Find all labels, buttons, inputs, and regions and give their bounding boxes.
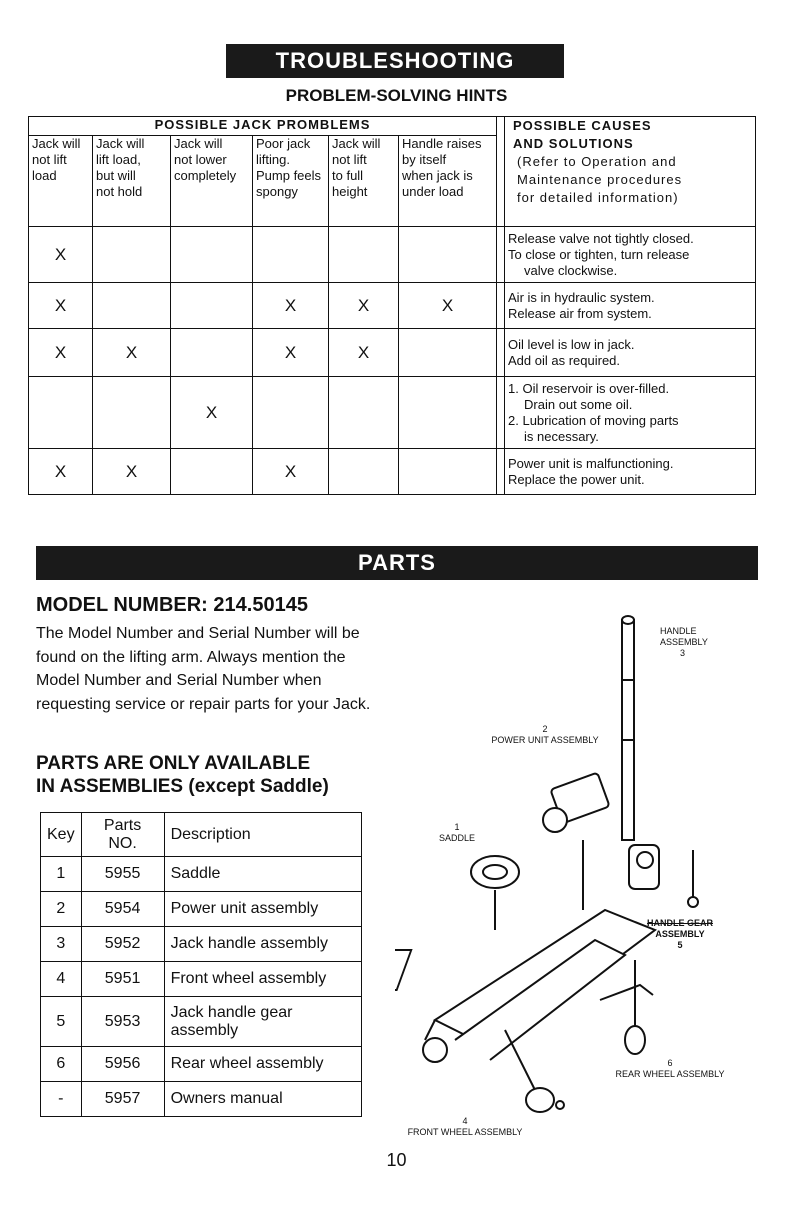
problem-mark-cell xyxy=(93,377,171,449)
label-handle-assembly: HANDLE ASSEMBLY 3 xyxy=(660,626,708,658)
problem-mark-cell: X xyxy=(29,283,93,329)
problem-mark-cell: X xyxy=(29,227,93,283)
troubleshooting-row xyxy=(29,329,756,377)
problem-column-header: Jack will lift load, but will not hold xyxy=(93,136,171,227)
problem-mark-cell: X xyxy=(93,329,171,377)
problem-column-header: Jack will not lift to full height xyxy=(329,136,399,227)
handle-assembly-drawing xyxy=(622,616,634,840)
problem-solving-subtitle: PROBLEM-SOLVING HINTS xyxy=(285,86,508,105)
model-intro-text: The Model Number and Serial Number will be found on the lifting arm. Always mention the Model Number and Serial Number when requesting service or repair parts for your Jack. xyxy=(36,625,371,713)
problem-mark-cell xyxy=(93,227,171,283)
label-front-wheel: 4 FRONT WHEEL ASSEMBLY xyxy=(407,1116,523,1137)
cause-solution-cell: 1. Oil reservoir is over-filled. Drain out some oil. 2. Lubrication of moving parts is necessary. xyxy=(505,377,756,449)
problem-mark-cell: X xyxy=(253,329,329,377)
parts-row xyxy=(41,1047,362,1082)
power-unit-drawing xyxy=(543,773,610,910)
part-key: 6 xyxy=(41,1047,82,1082)
problem-column-header: Poor jack lifting. Pump feels spongy xyxy=(253,136,329,227)
part-number: 5951 xyxy=(81,962,164,997)
problem-mark-cell xyxy=(171,329,253,377)
page-number: 10 xyxy=(386,1150,407,1170)
part-key: 3 xyxy=(41,927,82,962)
part-key: 4 xyxy=(41,962,82,997)
problem-mark-cell: X xyxy=(399,283,497,329)
availability-note: PARTS ARE ONLY AVAILABLE IN ASSEMBLIES (except Saddle) xyxy=(36,753,329,797)
troubleshooting-row xyxy=(29,449,756,495)
label-saddle: 1 SADDLE xyxy=(438,822,475,843)
problem-mark-cell: X xyxy=(329,329,399,377)
problem-mark-cell: X xyxy=(29,449,93,495)
problem-mark-cell: X xyxy=(171,377,253,449)
problem-mark-cell xyxy=(329,377,399,449)
cause-solution-cell: Release valve not tightly closed. To close or tighten, turn release valve clockwise. xyxy=(505,227,756,283)
problem-mark-cell xyxy=(399,227,497,283)
problem-mark-cell xyxy=(171,227,253,283)
troubleshooting-row xyxy=(29,227,756,283)
parts-header-description: Description xyxy=(164,813,361,857)
front-wheel-drawing xyxy=(526,1088,564,1112)
cause-solution-cell: Air is in hydraulic system. Release air from system. xyxy=(505,283,756,329)
part-key: - xyxy=(41,1082,82,1117)
problem-mark-cell xyxy=(253,227,329,283)
parts-row xyxy=(41,1082,362,1117)
part-number: 5953 xyxy=(81,997,164,1047)
causes-header: POSSIBLE CAUSES AND SOLUTIONS (Refer to Operation and Maintenance procedures for detailed information) xyxy=(505,117,756,227)
parts-banner: PARTS xyxy=(36,546,758,580)
problem-mark-cell xyxy=(29,377,93,449)
problem-mark-cell: X xyxy=(253,283,329,329)
part-number: 5957 xyxy=(81,1082,164,1117)
problem-mark-cell: X xyxy=(29,329,93,377)
problem-column-header: Jack will not lift load xyxy=(29,136,93,227)
problem-mark-cell xyxy=(329,449,399,495)
part-description: Saddle xyxy=(164,857,361,892)
rear-wheel-drawing xyxy=(600,960,653,1054)
problem-mark-cell: X xyxy=(253,449,329,495)
parts-table xyxy=(40,812,362,1117)
problem-mark-cell: X xyxy=(93,449,171,495)
label-handle-gear: HANDLE GEAR ASSEMBLY 5 xyxy=(646,918,713,950)
troubleshooting-row xyxy=(29,283,756,329)
cause-solution-cell: Power unit is malfunctioning. Replace the power unit. xyxy=(505,449,756,495)
part-number: 5952 xyxy=(81,927,164,962)
part-description: Jack handle gear assembly xyxy=(164,997,361,1047)
part-description: Power unit assembly xyxy=(164,892,361,927)
problem-mark-cell xyxy=(399,377,497,449)
parts-header-key: Key xyxy=(41,813,82,857)
part-description: Jack handle assembly xyxy=(164,927,361,962)
part-description: Owners manual xyxy=(164,1082,361,1117)
parts-row xyxy=(41,857,362,892)
problem-column-header: Handle raises by itself when jack is under load xyxy=(399,136,497,227)
cause-solution-cell: Oil level is low in jack. Add oil as required. xyxy=(505,329,756,377)
problem-mark-cell xyxy=(171,283,253,329)
part-key: 5 xyxy=(41,997,82,1047)
parts-row xyxy=(41,962,362,997)
label-power-unit: 2 POWER UNIT ASSEMBLY xyxy=(491,724,599,745)
part-number: 5956 xyxy=(81,1047,164,1082)
part-number: 5954 xyxy=(81,892,164,927)
part-description: Front wheel assembly xyxy=(164,962,361,997)
problem-mark-cell: X xyxy=(329,283,399,329)
problem-column-header: Jack will not lower completely xyxy=(171,136,253,227)
parts-header-number: Parts NO. xyxy=(81,813,164,857)
problem-mark-cell xyxy=(93,283,171,329)
problem-mark-cell xyxy=(399,449,497,495)
part-number: 5955 xyxy=(81,857,164,892)
model-number: MODEL NUMBER: 214.50145 xyxy=(36,594,308,616)
saddle-drawing xyxy=(471,856,519,930)
problem-mark-cell xyxy=(399,329,497,377)
handle-gear-drawing xyxy=(629,845,698,907)
problem-mark-cell xyxy=(171,449,253,495)
problems-header: POSSIBLE JACK PROMBLEMS xyxy=(29,117,497,136)
troubleshooting-banner: TROUBLESHOOTING xyxy=(226,44,564,78)
parts-row xyxy=(41,892,362,927)
label-rear-wheel: 6 REAR WHEEL ASSEMBLY xyxy=(615,1058,725,1079)
parts-row xyxy=(41,997,362,1047)
part-description: Rear wheel assembly xyxy=(164,1047,361,1082)
problem-mark-cell xyxy=(253,377,329,449)
troubleshooting-table xyxy=(28,116,756,495)
parts-row xyxy=(41,927,362,962)
troubleshooting-row xyxy=(29,377,756,449)
part-key: 1 xyxy=(41,857,82,892)
jack-exploded-diagram xyxy=(395,610,765,1130)
part-key: 2 xyxy=(41,892,82,927)
problem-mark-cell xyxy=(329,227,399,283)
